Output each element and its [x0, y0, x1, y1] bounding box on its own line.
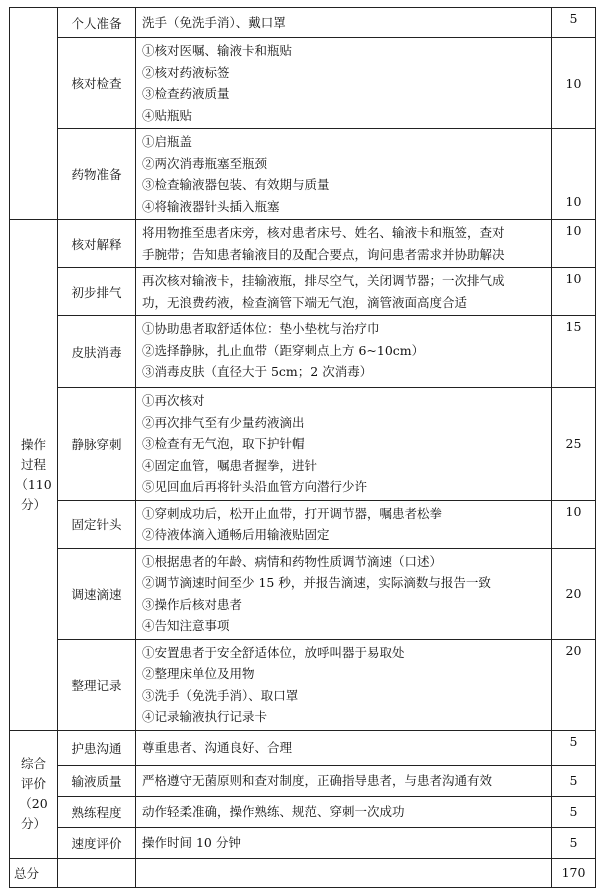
item-name: 输液质量	[58, 765, 136, 796]
table-row	[10, 796, 596, 827]
item-name: 调速滴速	[58, 548, 136, 639]
item-name: 固定针头	[58, 500, 136, 548]
empty-cell	[136, 858, 552, 887]
content-line: ⑤见回血后再将针头沿血管方向潜行少许	[142, 479, 368, 494]
content-line: ②整理床单位及用物	[142, 666, 255, 681]
content-line: ①根据患者的年龄、病情和药物性质调节滴速（口述）	[142, 553, 443, 569]
item-content	[136, 639, 552, 730]
content-line: ④记录输液执行记录卡	[142, 709, 268, 724]
item-score: 25	[552, 388, 596, 501]
item-score: 20	[552, 639, 596, 730]
content-line: 洗手（免洗手消）、戴口罩	[142, 14, 286, 30]
content-line: ②再次排气至有少量药液滴出	[142, 414, 305, 430]
table-row	[10, 500, 596, 548]
content-line: ②选择静脉，扎止血带（距穿刺点上方 6~10cm）	[142, 342, 425, 358]
content-line: ②两次消毒瓶塞至瓶颈	[142, 155, 268, 171]
item-content	[136, 500, 552, 548]
item-name: 熟练程度	[58, 796, 136, 827]
content-line: ①安置患者于安全舒适体位，放呼叫器于易取处	[142, 644, 405, 660]
content-line: ①核对医嘱、输液卡和瓶贴	[142, 43, 293, 58]
content-line: ①协助患者取舒适体位：垫小垫枕与治疗巾	[142, 321, 380, 336]
table-row	[10, 730, 596, 765]
table-row	[10, 38, 596, 129]
content-line: 再次核对输液卡，挂输液瓶，排尽空气，关闭调节器；一次排气成	[142, 273, 505, 288]
category-line: 过程	[20, 456, 46, 472]
content-line: 动作轻柔准确，操作熟练、规范、穿刺一次成功	[142, 803, 405, 819]
total-row	[10, 858, 596, 887]
item-content	[136, 765, 552, 796]
category-line: 分）	[20, 816, 46, 831]
item-content	[136, 388, 552, 501]
item-score: 5	[552, 827, 596, 858]
total-score: 170	[552, 858, 596, 887]
content-line: ③检查输液器包装、有效期与质量	[142, 177, 330, 192]
category-operation	[10, 220, 58, 731]
content-line: ④将输液器针头插入瓶塞	[142, 198, 280, 214]
content-line: ④贴瓶贴	[142, 107, 193, 123]
content-line: 手腕带；告知患者输液目的及配合要点，询问患者需求并协助解决	[142, 246, 505, 262]
table-row	[10, 129, 596, 220]
content-line: ③消毒皮肤（直径大于 5cm；2 次消毒）	[142, 364, 373, 379]
content-line: ③检查有无气泡，取下护针帽	[142, 436, 305, 451]
content-line: 将用物推至患者床旁，核对患者床号、姓名、输液卡和瓶签，查对	[142, 225, 505, 240]
category-line: 分）	[20, 496, 46, 512]
item-score: 10	[552, 268, 596, 316]
item-name: 核对解释	[58, 220, 136, 268]
item-name: 药物准备	[58, 129, 136, 220]
table-row	[10, 316, 596, 388]
item-name: 速度评价	[58, 827, 136, 858]
category-line: 综合	[20, 756, 46, 771]
item-score: 5	[552, 8, 596, 38]
content-line: ③操作后核对患者	[142, 596, 243, 612]
table-row	[10, 765, 596, 796]
item-score: 20	[552, 548, 596, 639]
content-line: ①穿刺成功后，松开止血带，打开调节器，嘱患者松拳	[142, 505, 443, 521]
category-line: （20	[19, 796, 48, 811]
item-content	[136, 548, 552, 639]
content-line: 功，无浪费药液，检查滴管下端无气泡，滴管液面高度合适	[142, 294, 468, 310]
empty-cell	[58, 858, 136, 887]
table-row	[10, 268, 596, 316]
item-content	[136, 796, 552, 827]
item-content	[136, 268, 552, 316]
content-line: ④告知注意事项	[142, 618, 230, 633]
item-score: 10	[552, 129, 596, 220]
item-name: 护患沟通	[58, 730, 136, 765]
category-line: 评价	[20, 776, 46, 791]
content-line: ①启瓶盖	[142, 134, 193, 149]
content-line: ③洗手（免洗手消）、取口罩	[142, 687, 299, 703]
content-line: ④固定血管，嘱患者握拳，进针	[142, 457, 318, 473]
category-cell-preparation	[10, 8, 58, 220]
item-content	[136, 827, 552, 858]
content-line: ②待液体滴入通畅后用输液贴固定	[142, 527, 330, 542]
item-score: 5	[552, 796, 596, 827]
table-row	[10, 388, 596, 501]
category-line: （110	[15, 476, 52, 492]
item-name: 核对检查	[58, 38, 136, 129]
item-content	[136, 730, 552, 765]
table-row	[10, 827, 596, 858]
item-score: 10	[552, 500, 596, 548]
content-line: ①再次核对	[142, 393, 205, 408]
item-score: 10	[552, 220, 596, 268]
table-row	[10, 548, 596, 639]
content-line: 操作时间 10 分钟	[142, 834, 241, 850]
content-line: ③检查药液质量	[142, 86, 230, 101]
item-name: 皮肤消毒	[58, 316, 136, 388]
content-line: ②调节滴速时间至少 15 秒，并报告滴速，实际滴数与报告一致	[142, 575, 491, 590]
content-line: ②核对药液标签	[142, 64, 230, 80]
item-score: 5	[552, 765, 596, 796]
item-content	[136, 129, 552, 220]
item-content	[136, 38, 552, 129]
total-label: 总分	[10, 858, 58, 887]
item-score: 5	[552, 730, 596, 765]
item-score: 15	[552, 316, 596, 388]
item-content	[136, 220, 552, 268]
item-name: 静脉穿刺	[58, 388, 136, 501]
scoring-table	[9, 7, 596, 888]
table-row	[10, 639, 596, 730]
item-name: 个人准备	[58, 8, 136, 38]
category-line: 操作	[20, 436, 46, 452]
item-score: 10	[552, 38, 596, 129]
table-row	[10, 220, 596, 268]
content-line: 尊重患者、沟通良好、合理	[142, 739, 293, 755]
content-line: 严格遵守无菌原则和查对制度，正确指导患者，与患者沟通有效	[142, 772, 493, 788]
item-content	[136, 316, 552, 388]
table-row	[10, 8, 596, 38]
item-name: 整理记录	[58, 639, 136, 730]
item-name: 初步排气	[58, 268, 136, 316]
category-evaluation	[10, 730, 58, 858]
item-content	[136, 8, 552, 38]
